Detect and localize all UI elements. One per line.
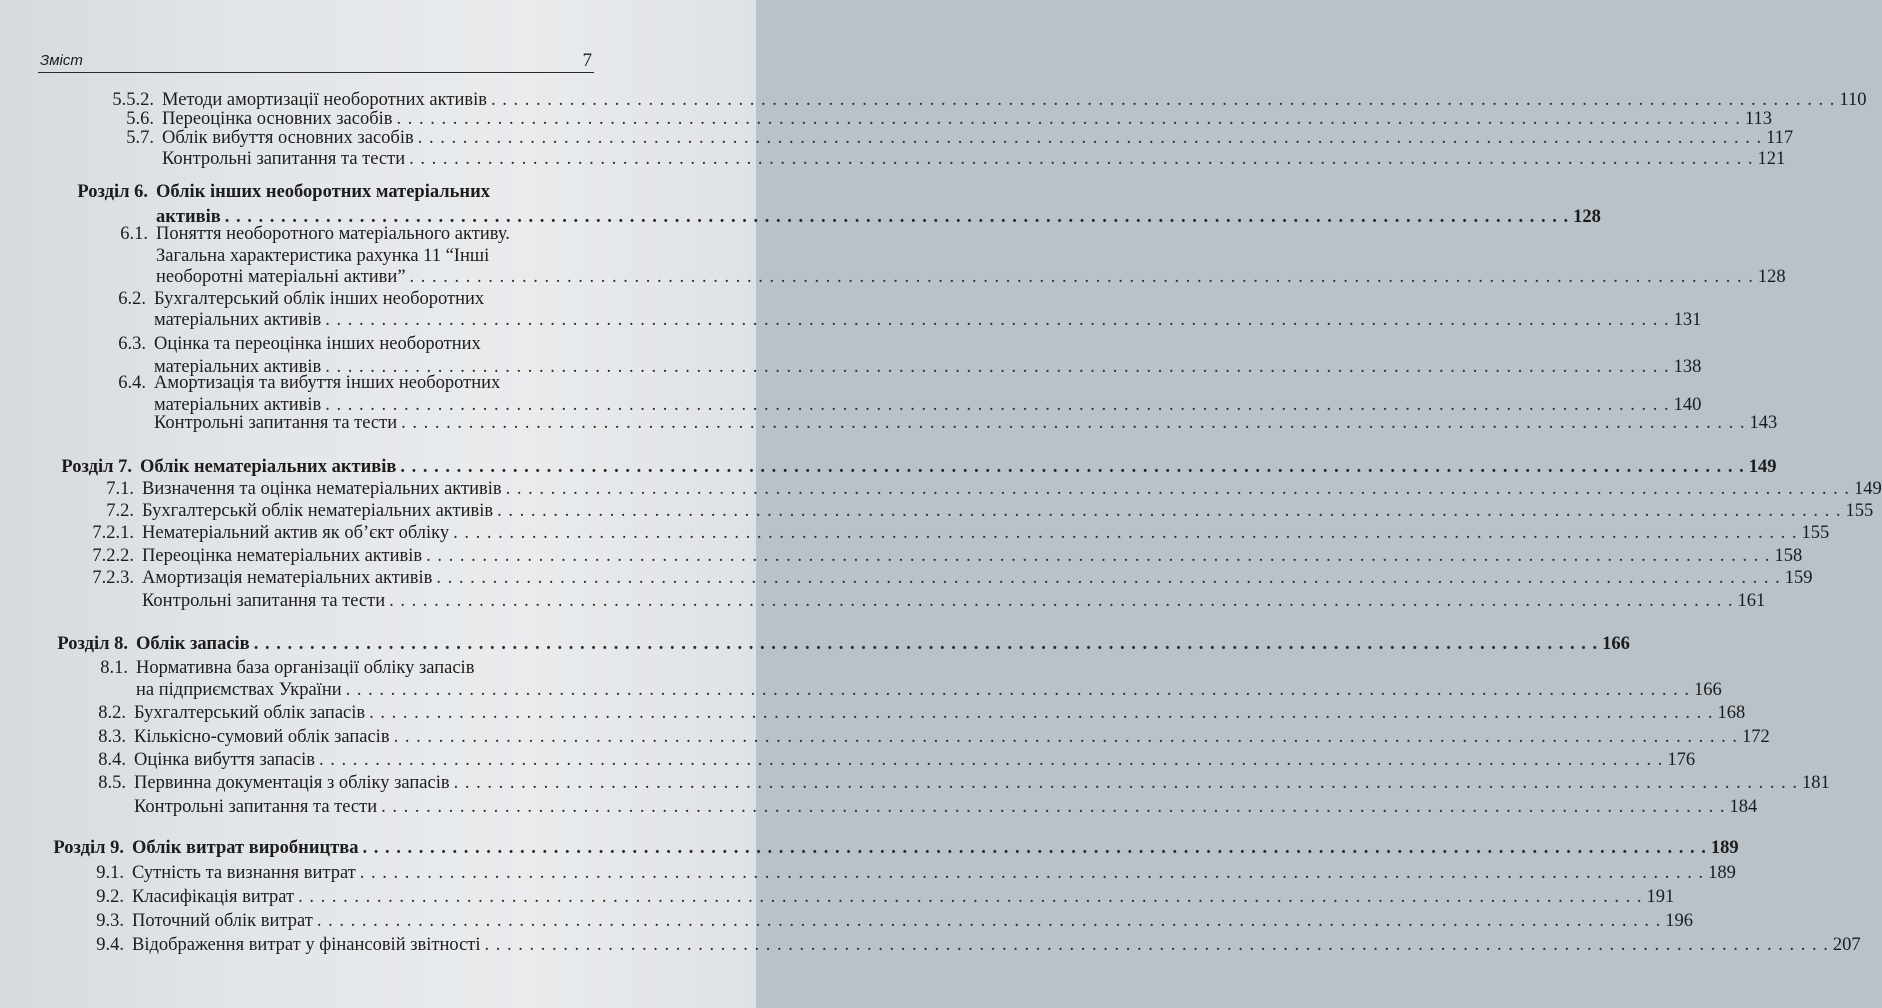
toc-entry-title: Оцінка вибуття запасів bbox=[134, 750, 315, 770]
toc-leader-dots: . . . . . . . . . . . . . . . . . . . . . . . . . . . . . . . . . . . . . . . . . . . . . . . . . . . . . . . . . . . . . . . . . . . . . . . . . . . . . . . . . . . . . . . . . . . . . . . . . . . . . . . . . . . . . . . . . . . . . . . . bbox=[224, 207, 1570, 227]
toc-entry-number: Розділ 9. bbox=[53, 838, 124, 858]
toc-entry bbox=[46, 455, 1777, 479]
toc-entry bbox=[74, 909, 1693, 933]
toc-leader-dots: . . . . . . . . . . . . . . . . . . . . . . . . . . . . . . . . . . . . . . . . . . . . . . . . . . . . . . . . . . . . . . . . . . . . . . . . . . . . . . . . . . . . . . . . . . . . . . . . . . . . . . . . . . . . . . . . . . . . . . . . bbox=[325, 395, 1670, 415]
toc-entry bbox=[74, 885, 1675, 909]
toc-leader-dots: . . . . . . . . . . . . . . . . . . . . . . . . . . . . . . . . . . . . . . . . . . . . . . . . . . . . . . . . . . . . . . . . . . . . . . . . . . . . . . . . . . . . . . . . . . . . . . . . . . . . . . . . . . . . . . . . . . . . . . . . bbox=[298, 887, 1643, 907]
toc-entry-page: 158 bbox=[1774, 546, 1803, 566]
toc-entry-page: 149 bbox=[1854, 479, 1882, 499]
toc-entry bbox=[78, 725, 1770, 749]
toc-leader-dots: . . . . . . . . . . . . . . . . . . . . . . . . . . . . . . . . . . . . . . . . . . . . . . . . . . . . . . . . . . . . . . . . . . . . . . . . . . . . . . . . . . . . . . . . . . . . . . . . . . . . . . . . . . . . . . . . . . . . . . . . bbox=[381, 797, 1726, 817]
toc-entry bbox=[98, 411, 1778, 435]
toc-entry-page: 184 bbox=[1729, 797, 1758, 817]
toc-entry-title: Облік вибуття основних засобів bbox=[162, 128, 414, 148]
toc-entry-title: необоротні матеріальні активи” bbox=[156, 267, 406, 287]
toc-entry bbox=[70, 544, 1803, 568]
toc-entry-number: Розділ 8. bbox=[57, 634, 128, 654]
toc-entry-number: 7.1. bbox=[106, 479, 134, 499]
toc-entry-page: 159 bbox=[1784, 568, 1813, 588]
toc-entry-title: Бухгалтерський облік запасів bbox=[134, 703, 366, 723]
toc-leader-dots: . . . . . . . . . . . . . . . . . . . . . . . . . . . . . . . . . . . . . . . . . . . . . . . . . . . . . . . . . . . . . . . . . . . . . . . . . . . . . . . . . . . . . . . . . . . . . . . . . . . . . . . . . . . . . . . . . . . . . . . . bbox=[369, 703, 1714, 723]
toc-entry-title: Контрольні запитання та тести bbox=[142, 591, 386, 611]
toc-leader-dots: . . . . . . . . . . . . . . . . . . . . . . . . . . . . . . . . . . . . . . . . . . . . . . . . . . . . . . . . . . . . . . . . . . . . . . . . . . . . . . . . . . . . . . . . . . . . . . . . . . . . . . . . . . . . . . . . . . . . . . . . bbox=[497, 501, 1842, 521]
toc-entry-title: матеріальних активів bbox=[154, 310, 322, 330]
toc-leader-dots: . . . . . . . . . . . . . . . . . . . . . . . . . . . . . . . . . . . . . . . . . . . . . . . . . . . . . . . . . . . . . . . . . . . . . . . . . . . . . . . . . . . . . . . . . . . . . . . . . . . . . . . . . . . . . . . . . . . . . . . . bbox=[505, 479, 1851, 499]
toc-entry-number: 6.1. bbox=[120, 224, 148, 244]
toc-entry-title: Поточний облік витрат bbox=[132, 911, 313, 931]
toc-entry-number: Розділ 7. bbox=[61, 457, 132, 477]
toc-leader-dots: . . . . . . . . . . . . . . . . . . . . . . . . . . . . . . . . . . . . . . . . . . . . . . . . . . . . . . . . . . . . . . . . . . . . . . . . . . . . . . . . . . . . . . . . . . . . . . . . . . . . . . . . . . . . . . . . . . . . . . . . bbox=[325, 310, 1670, 330]
toc-entry bbox=[100, 222, 600, 246]
toc-entry-page: 155 bbox=[1801, 523, 1830, 543]
toc-entry-title: Переоцінка нематеріальних активів bbox=[142, 546, 423, 566]
toc-entry-page: 138 bbox=[1673, 357, 1702, 377]
toc-entry-number: 5.5.2. bbox=[112, 90, 154, 110]
toc-entry-title: Кількісно-сумовий облік запасів bbox=[134, 727, 390, 747]
toc-entry-page: 128 bbox=[1573, 207, 1601, 227]
toc-entry-number: 7.2.1. bbox=[92, 523, 134, 543]
toc-entry-title: активів bbox=[156, 207, 221, 227]
toc-entry bbox=[76, 861, 1736, 885]
toc-leader-dots: . . . . . . . . . . . . . . . . . . . . . . . . . . . . . . . . . . . . . . . . . . . . . . . . . . . . . . . . . . . . . . . . . . . . . . . . . . . . . . . . . . . . . . . . . . . . . . . . . . . . . . . . . . . . . . . . . . . . . . . . bbox=[325, 357, 1670, 377]
toc-entry-page: 110 bbox=[1839, 90, 1867, 110]
toc-entry bbox=[98, 332, 604, 356]
toc-entry bbox=[88, 499, 1874, 523]
toc-entry bbox=[70, 589, 1766, 613]
toc-entry-title: Бухгалтерський облік інших необоротних bbox=[154, 289, 485, 309]
toc-leader-dots: . . . . . . . . . . . . . . . . . . . . . . . . . . . . . . . . . . . . . . . . . . . . . . . . . . . . . . . . . . . . . . . . . . . . . . . . . . . . . . . . . . . . . . . . . . . . . . . . . . . . . . . . . . . . . . . . . . . . . . . . bbox=[345, 680, 1690, 700]
toc-leader-dots: . . . . . . . . . . . . . . . . . . . . . . . . . . . . . . . . . . . . . . . . . . . . . . . . . . . . . . . . . . . . . . . . . . . . . . . . . . . . . . . . . . . . . . . . . . . . . . . . . . . . . . . . . . . . . . . . . . . . . . . . bbox=[409, 149, 1754, 169]
toc-entry bbox=[100, 265, 1786, 289]
toc-entry-number: 9.2. bbox=[96, 887, 124, 907]
toc-entry-number: 9.1. bbox=[96, 863, 124, 883]
toc-entry-page: 172 bbox=[1741, 727, 1770, 747]
toc-entry-title: Амортизація та вибуття інших необоротних bbox=[154, 373, 501, 393]
toc-entry bbox=[78, 771, 1830, 795]
toc-entry-page: 207 bbox=[1832, 935, 1861, 955]
toc-entry-title: Відображення витрат у фінансовій звітності bbox=[132, 935, 481, 955]
toc-entry bbox=[104, 147, 1786, 171]
toc-entry-title: Амортизація нематеріальних активів bbox=[142, 568, 433, 588]
toc-entry bbox=[62, 180, 600, 204]
toc-leader-dots: . . . . . . . . . . . . . . . . . . . . . . . . . . . . . . . . . . . . . . . . . . . . . . . . . . . . . . . . . . . . . . . . . . . . . . . . . . . . . . . . . . . . . . . . . . . . . . . . . . . . . . . . . . . . . . . . . . . . . . . . bbox=[318, 750, 1664, 770]
toc-leader-dots: . . . . . . . . . . . . . . . . . . . . . . . . . . . . . . . . . . . . . . . . . . . . . . . . . . . . . . . . . . . . . . . . . . . . . . . . . . . . . . . . . . . . . . . . . . . . . . . . . . . . . . . . . . . . . . . . . . . . . . . . bbox=[453, 523, 1798, 543]
toc-entry-page: 117 bbox=[1766, 128, 1794, 148]
toc-entry-number: 9.3. bbox=[96, 911, 124, 931]
toc-entry-number: 8.5. bbox=[98, 773, 126, 793]
toc-entry bbox=[70, 566, 1813, 590]
toc-entry-page: 176 bbox=[1667, 750, 1696, 770]
toc-entry-page: 189 bbox=[1710, 838, 1739, 858]
toc-entry-page: 196 bbox=[1665, 911, 1693, 931]
toc-leader-dots: . . . . . . . . . . . . . . . . . . . . . . . . . . . . . . . . . . . . . . . . . . . . . . . . . . . . . . . . . . . . . . . . . . . . . . . . . . . . . . . . . . . . . . . . . . . . . . . . . . . . . . . . . . . . . . . . . . . . . . . . bbox=[453, 773, 1798, 793]
toc-entry-number: Розділ 6. bbox=[77, 182, 148, 202]
toc-entry-title: Бухгалтерськй облік нематеріальних активів bbox=[142, 501, 494, 521]
toc-entry-page: 191 bbox=[1646, 887, 1675, 907]
toc-entry-title: Поняття необоротного матеріального активу. bbox=[156, 224, 510, 244]
toc-entry-page: 143 bbox=[1749, 413, 1778, 433]
toc-leader-dots: . . . . . . . . . . . . . . . . . . . . . . . . . . . . . . . . . . . . . . . . . . . . . . . . . . . . . . . . . . . . . . . . . . . . . . . . . . . . . . . . . . . . . . . . . . . . . . . . . . . . . . . . . . . . . . . . . . . . . . . . bbox=[389, 591, 1734, 611]
toc-entry-number: 8.1. bbox=[100, 658, 128, 678]
toc-entry bbox=[74, 933, 1861, 957]
toc-entry-title: Облік інших необоротних матеріальних bbox=[156, 182, 491, 202]
toc-entry bbox=[80, 678, 1722, 702]
toc-leader-dots: . . . . . . . . . . . . . . . . . . . . . . . . . . . . . . . . . . . . . . . . . . . . . . . . . . . . . . . . . . . . . . . . . . . . . . . . . . . . . . . . . . . . . . . . . . . . . . . . . . . . . . . . . . . . . . . . . . . . . . . . bbox=[396, 109, 1741, 129]
toc-entry-page: 166 bbox=[1694, 680, 1722, 700]
toc-entry-title: Нематеріальний актив як об’єкт обліку bbox=[142, 523, 450, 543]
toc-entry-title: Облік витрат виробництва bbox=[132, 838, 359, 858]
toc-entry-title: на підприємствах України bbox=[136, 680, 342, 700]
toc-leader-dots: . . . . . . . . . . . . . . . . . . . . . . . . . . . . . . . . . . . . . . . . . . . . . . . . . . . . . . . . . . . . . . . . . . . . . . . . . . . . . . . . . . . . . . . . . . . . . . . . . . . . . . . . . . . . . . . . . . . . . . . . bbox=[400, 457, 1745, 477]
toc-entry-title: Методи амортизації необоротних активів bbox=[162, 90, 487, 110]
toc-entry-title: Нормативна база організації обліку запасів bbox=[136, 658, 475, 678]
toc-entry-title: Класифікація витрат bbox=[132, 887, 295, 907]
toc-entry-number: 8.3. bbox=[98, 727, 126, 747]
header-title: Зміст bbox=[40, 52, 83, 69]
toc-entry bbox=[78, 748, 1696, 772]
toc-entry-title: Контрольні запитання та тести bbox=[162, 149, 406, 169]
toc-entry-number: 8.4. bbox=[98, 750, 126, 770]
toc-leader-dots: . . . . . . . . . . . . . . . . . . . . . . . . . . . . . . . . . . . . . . . . . . . . . . . . . . . . . . . . . . . . . . . . . . . . . . . . . . . . . . . . . . . . . . . . . . . . . . . . . . . . . . . . . . . . . . . . . . . . . . . . bbox=[359, 863, 1705, 883]
toc-leader-dots: . . . . . . . . . . . . . . . . . . . . . . . . . . . . . . . . . . . . . . . . . . . . . . . . . . . . . . . . . . . . . . . . . . . . . . . . . . . . . . . . . . . . . . . . . . . . . . . . . . . . . . . . . . . . . . . . . . . . . . . . bbox=[253, 634, 1599, 654]
toc-entry-title: Загальна характеристика рахунка 11 “Інші bbox=[156, 246, 490, 266]
toc-entry-title: Визначення та оцінка нематеріальних активів bbox=[142, 479, 502, 499]
toc-entry-page: 168 bbox=[1717, 703, 1746, 723]
toc-entry-page: 166 bbox=[1602, 634, 1630, 654]
toc-entry bbox=[70, 521, 1830, 545]
toc-entry-title: Оцінка та переоцінка інших необоротних bbox=[154, 334, 481, 354]
toc-entry-number: 7.2.2. bbox=[92, 546, 134, 566]
toc-entry-title: Сутність та визнання витрат bbox=[132, 863, 356, 883]
toc-entry-title: Контрольні запитання та тести bbox=[154, 413, 398, 433]
toc-leader-dots: . . . . . . . . . . . . . . . . . . . . . . . . . . . . . . . . . . . . . . . . . . . . . . . . . . . . . . . . . . . . . . . . . . . . . . . . . . . . . . . . . . . . . . . . . . . . . . . . . . . . . . . . . . . . . . . . . . . . . . . . bbox=[417, 128, 1763, 148]
toc-entry-number: 6.2. bbox=[118, 289, 146, 309]
toc-entry-title: Контрольні запитання та тести bbox=[134, 797, 378, 817]
toc-entry bbox=[80, 656, 612, 680]
toc-leader-dots: . . . . . . . . . . . . . . . . . . . . . . . . . . . . . . . . . . . . . . . . . . . . . . . . . . . . . . . . . . . . . . . . . . . . . . . . . . . . . . . . . . . . . . . . . . . . . . . . . . . . . . . . . . . . . . . . . . . . . . . . bbox=[401, 413, 1746, 433]
toc-leader-dots: . . . . . . . . . . . . . . . . . . . . . . . . . . . . . . . . . . . . . . . . . . . . . . . . . . . . . . . . . . . . . . . . . . . . . . . . . . . . . . . . . . . . . . . . . . . . . . . . . . . . . . . . . . . . . . . . . . . . . . . . bbox=[436, 568, 1781, 588]
toc-entry bbox=[98, 308, 1702, 332]
toc-entry bbox=[78, 795, 1758, 819]
toc-leader-dots: . . . . . . . . . . . . . . . . . . . . . . . . . . . . . . . . . . . . . . . . . . . . . . . . . . . . . . . . . . . . . . . . . . . . . . . . . . . . . . . . . . . . . . . . . . . . . . . . . . . . . . . . . . . . . . . . . . . . . . . . bbox=[484, 935, 1829, 955]
toc-leader-dots: . . . . . . . . . . . . . . . . . . . . . . . . . . . . . . . . . . . . . . . . . . . . . . . . . . . . . . . . . . . . . . . . . . . . . . . . . . . . . . . . . . . . . . . . . . . . . . . . . . . . . . . . . . . . . . . . . . . . . . . . bbox=[362, 838, 1707, 858]
toc-entry-number: 7.2.3. bbox=[92, 568, 134, 588]
toc-entry-page: 128 bbox=[1757, 267, 1786, 287]
toc-leader-dots: . . . . . . . . . . . . . . . . . . . . . . . . . . . . . . . . . . . . . . . . . . . . . . . . . . . . . . . . . . . . . . . . . . . . . . . . . . . . . . . . . . . . . . . . . . . . . . . . . . . . . . . . . . . . . . . . . . . . . . . . bbox=[393, 727, 1738, 747]
toc-leader-dots: . . . . . . . . . . . . . . . . . . . . . . . . . . . . . . . . . . . . . . . . . . . . . . . . . . . . . . . . . . . . . . . . . . . . . . . . . . . . . . . . . . . . . . . . . . . . . . . . . . . . . . . . . . . . . . . . . . . . . . . . bbox=[426, 546, 1771, 566]
toc-entry-number: 6.4. bbox=[118, 373, 146, 393]
toc-entry bbox=[32, 836, 1739, 860]
toc-entry-page: 155 bbox=[1845, 501, 1874, 521]
toc-entry-title: матеріальних активів bbox=[154, 395, 322, 415]
toc-entry-number: 6.3. bbox=[118, 334, 146, 354]
toc-entry-title: Переоцінка основних засобів bbox=[162, 109, 393, 129]
toc-entry-page: 161 bbox=[1737, 591, 1766, 611]
toc-entry-page: 189 bbox=[1708, 863, 1736, 883]
toc-leader-dots: . . . . . . . . . . . . . . . . . . . . . . . . . . . . . . . . . . . . . . . . . . . . . . . . . . . . . . . . . . . . . . . . . . . . . . . . . . . . . . . . . . . . . . . . . . . . . . . . . . . . . . . . . . . . . . . . . . . . . . . . bbox=[409, 267, 1754, 287]
toc-leader-dots: . . . . . . . . . . . . . . . . . . . . . . . . . . . . . . . . . . . . . . . . . . . . . . . . . . . . . . . . . . . . . . . . . . . . . . . . . . . . . . . . . . . . . . . . . . . . . . . . . . . . . . . . . . . . . . . . . . . . . . . . bbox=[316, 911, 1662, 931]
toc-entry-page: 131 bbox=[1673, 310, 1702, 330]
toc-entry-page: 121 bbox=[1757, 149, 1786, 169]
toc-entry-number: 5.6. bbox=[126, 109, 154, 129]
toc-entry-title: матеріальних активів bbox=[154, 357, 322, 377]
toc-entry bbox=[78, 701, 1746, 725]
toc-entry-number: 9.4. bbox=[96, 935, 124, 955]
toc-entry bbox=[98, 371, 606, 395]
toc-entry-title: Облік нематеріальних активів bbox=[140, 457, 397, 477]
toc-entry-page: 140 bbox=[1673, 395, 1702, 415]
toc-entry-number: 5.7. bbox=[126, 128, 154, 148]
toc-entry bbox=[42, 632, 1630, 656]
toc-entry-page: 113 bbox=[1744, 109, 1772, 129]
toc-entry-title: Облік запасів bbox=[136, 634, 250, 654]
toc-entry-page: 181 bbox=[1801, 773, 1830, 793]
toc-leader-dots: . . . . . . . . . . . . . . . . . . . . . . . . . . . . . . . . . . . . . . . . . . . . . . . . . . . . . . . . . . . . . . . . . . . . . . . . . . . . . . . . . . . . . . . . . . . . . . . . . . . . . . . . . . . . . . . . . . . . . . . . bbox=[491, 90, 1836, 110]
toc-entry-title: Первинна документація з обліку запасів bbox=[134, 773, 450, 793]
toc-entry bbox=[88, 477, 1882, 501]
toc-entry-number: 7.2. bbox=[106, 501, 134, 521]
toc-entry-page: 149 bbox=[1748, 457, 1777, 477]
toc-entry-number: 8.2. bbox=[98, 703, 126, 723]
header-page-number: 7 bbox=[582, 50, 592, 71]
